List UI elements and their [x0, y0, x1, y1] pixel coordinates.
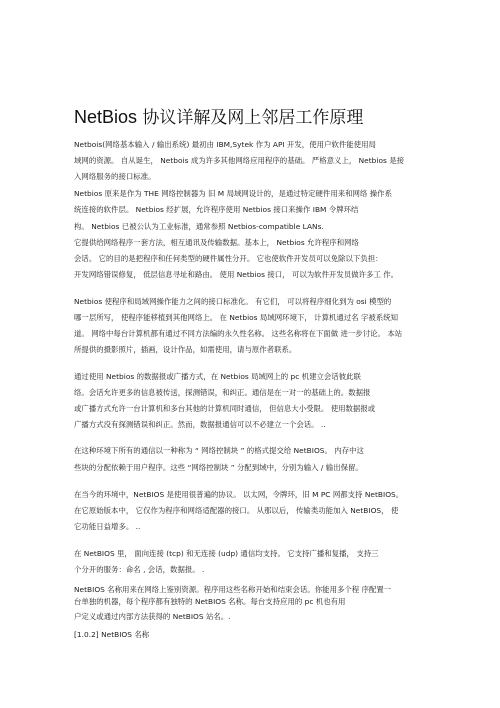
document-title-latin: NetBios: [74, 107, 138, 127]
paragraph-line: 络。会话允许更多的信息被传送，探测错误，和纠正。通信是在一对一的基础上的。数据报: [74, 388, 371, 397]
paragraph-line: 个分开的服务：命名 , 会话，数据报。 .: [74, 565, 205, 574]
paragraph-line: 或广播方式允许一台计算机和多台其他的计算机同时通信， 但信息大小受限。 使用数据报或: [74, 404, 376, 413]
paragraph-line: Netbios 使程序和局域网操作能力之间的接口标准化。 有它们， 可以将程序细化到为 osi 模型的: [74, 297, 392, 306]
paragraph-line: Netbios 原来是作为 THE 网络控制器为 旧 M 局域网设计的，是通过特定硬件用来和网络 操作系: [74, 189, 392, 198]
paragraph-line: 它提供给网络程序一套方法，相互通讯及传输数据。基本上， Netbios 允许程序和网络: [74, 238, 359, 247]
paragraph-line: 构。 Netbios 已被公认为工业标准，通常参照 Netbios-compatible LANs.: [74, 222, 324, 231]
paragraph-line: 会话。 它的目的是把程序和任何类型的硬件属性分开。 它也使软件开发员可以免除以下负担：: [74, 254, 383, 263]
paragraph-line: 广播方式没有探测错误和纠正。然而，数据报通信可以不必建立一个会话。 ..: [74, 420, 326, 429]
paragraph-line: 开发网络错误修复， 低层信息寻址和路由。 使用 Netbios 接口， 可以为软件开发员做许多工 作。: [74, 270, 399, 279]
paragraph-line: 通过使用 Netbios 的数据报或广播方式，在 Netbios 局域网上的 pc 机建立会话彼此联: [74, 372, 361, 381]
paragraph-line: 统连接的软件层。 Netbios 经扩展，允许程序使用 Netbios 接口来操作 IBM 令牌环结: [74, 205, 359, 214]
document-title-text: 协议详解及网上邻居工作原理: [137, 108, 364, 128]
paragraph-line: Netbois(网络基本输入 / 输出系统) 最初由 IBM,Sytek 作为 API 开发，使用户软件能使用局: [74, 140, 376, 149]
paragraph-line: 域网的资源。 自从诞生， Netbois 成为许多其他网络应用程序的基础。 严格意义上， Netbios 是接: [74, 156, 405, 165]
section-heading: [1.0.2] NetBIOS 名称: [74, 630, 150, 639]
paragraph-line: 所提供的摄影照片，插画，设计作品，如需使用，请与原作者联系。: [74, 345, 297, 354]
paragraph-line: 户定义或通过内部方法获得的 NetBIOS 站名。.: [74, 612, 231, 621]
paragraph-line: 台单独的机器，每个程序都有独特的 NetBIOS 名称。每台支持应用的 pc 机也有用: [74, 597, 346, 606]
paragraph-line: 些块的分配依赖于用户程序。这些 “网络控制块 ” 分配到域中，分别为输入 / 输出保留。: [74, 463, 363, 472]
paragraph-line: 在这种环境下所有的通信以一种称为 “ 网络控制块 ” 的格式提交给 NetBIOS。 内存中这: [74, 446, 364, 455]
paragraph-line: 在当今的环境中，NetBIOS 是使用很普遍的协议。 以太网，令牌环，旧 M PC 网都支持 NetBIOS。: [74, 490, 404, 499]
paragraph-line: 道。 网络中每台计算机都有通过不同方法编的永久性名称。 这些名称将在下面做 进一步讨论。 本站: [74, 329, 403, 338]
paragraph-line: 在 NetBIOS 里， 面向连接 (tcp) 和无连接 (udp) 通信均支持。 它支持广播和复播， 支持三: [74, 549, 379, 558]
document-title: [74, 103, 363, 128]
paragraph-line: 哪一层所写， 使程序能移植到其他网络上。 在 Netbios 局域网环境下， 计算机通过名 字被系统知: [74, 313, 399, 322]
paragraph-line: 它功能日益增多。 ..: [74, 522, 141, 531]
paragraph-line: 入网络服务的接口标准。: [74, 172, 156, 181]
paragraph-line: NetBIOS 名称用来在网络上鉴别资源。程序用这些名称开始和结束会话。你能用多个程 序配置一: [74, 585, 392, 594]
paragraph-line: 在它原始版本中， 它仅作为程序和网络适配器的接口。 从那以后， 传输类功能加入 NetBIOS， 使: [74, 506, 399, 515]
